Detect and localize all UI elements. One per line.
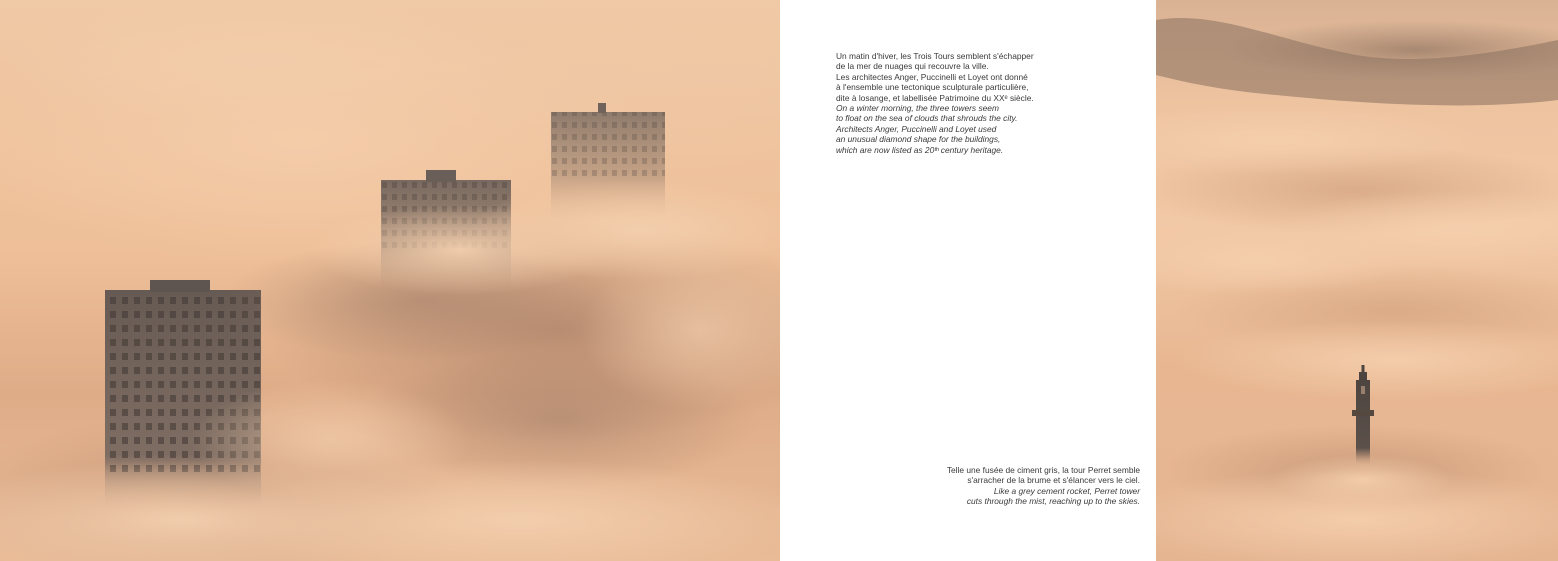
caption-line: dite à losange, et labellisée Patrimoine du XXᵉ siècle. [836, 92, 1034, 103]
perret-tower-photo [1156, 0, 1558, 561]
perret-tower-caption [880, 465, 1140, 507]
caption-line: Un matin d'hiver, les Trois Tours semblent s'échapper [836, 51, 1034, 61]
caption-line: which are now listed as 20ᵗʰ century heritage. [836, 144, 1004, 155]
caption-line: On a winter morning, the three towers seem [836, 103, 999, 114]
caption-english [880, 486, 1140, 507]
three-towers-caption [836, 51, 1076, 155]
perret-tower-illustration [1156, 0, 1558, 561]
caption-line: Architects Anger, Puccinelli and Loyet used [836, 123, 997, 134]
caption-line: Telle une fusée de ciment gris, la tour Perret semble [946, 465, 1140, 475]
caption-french [836, 51, 1076, 103]
caption-line: Like a grey cement rocket, Perret tower [993, 485, 1140, 496]
caption-english [836, 103, 1076, 155]
caption-french [880, 465, 1140, 486]
text-page [780, 0, 1156, 561]
caption-line: cuts through the mist, reaching up to the skies. [966, 496, 1140, 507]
hills-silhouette [1156, 18, 1558, 105]
caption-line: s'arracher de la brume et s'élancer vers le ciel. [967, 475, 1140, 486]
caption-line: à l'ensemble une tectonique sculpturale particulière, [836, 82, 1029, 93]
caption-line: de la mer de nuages qui recouvre la ville. [836, 61, 989, 72]
caption-line: to float on the sea of clouds that shrouds the city. [836, 113, 1018, 124]
caption-line: an unusual diamond shape for the buildings, [836, 134, 1001, 145]
caption-line: Les architectes Anger, Puccinelli et Loyet ont donné [836, 71, 1028, 82]
